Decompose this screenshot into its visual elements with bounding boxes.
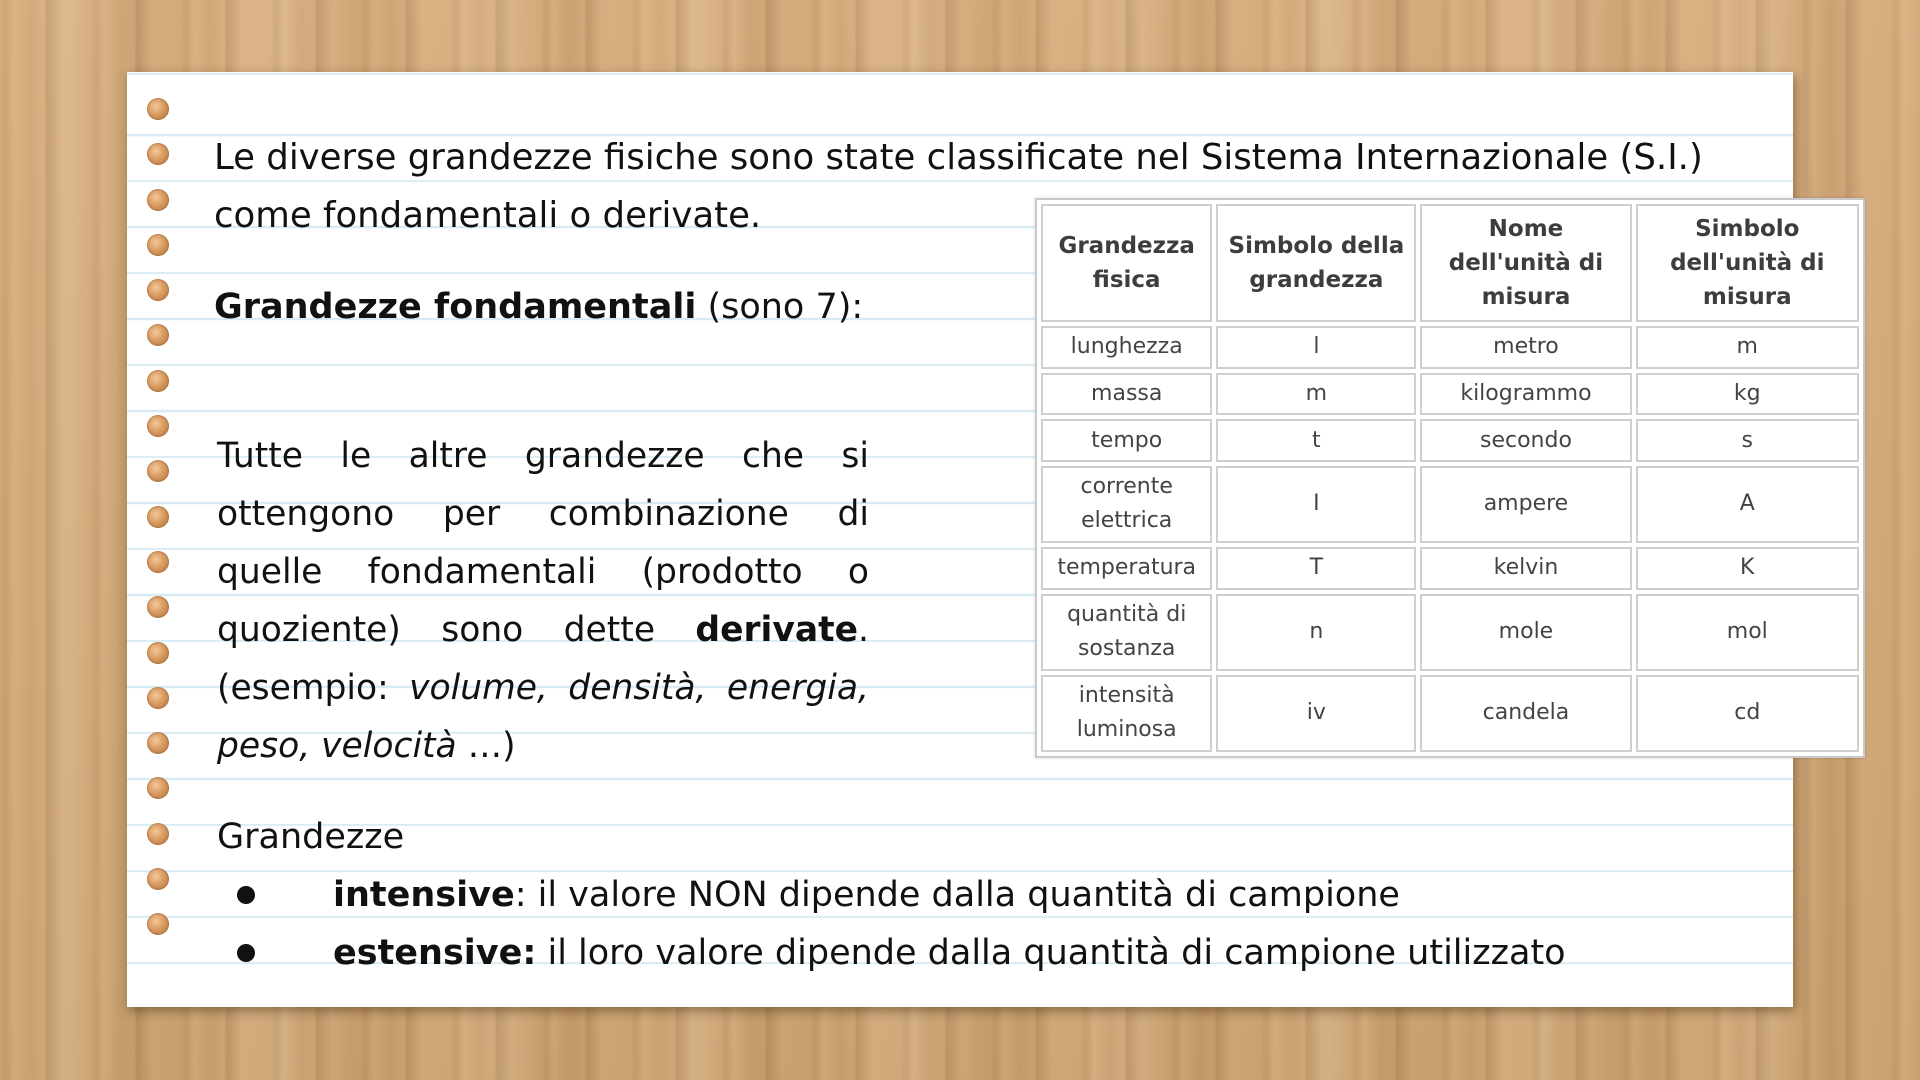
grandezze-title: Grandezze xyxy=(217,817,405,857)
table-cell: kelvin xyxy=(1420,547,1631,590)
table-cell: l xyxy=(1216,326,1416,369)
table-cell: m xyxy=(1216,373,1416,416)
table-cell: m xyxy=(1636,326,1859,369)
binder-hole xyxy=(147,596,169,618)
table-cell: mole xyxy=(1420,594,1631,671)
binder-hole xyxy=(147,324,169,346)
binder-hole xyxy=(147,370,169,392)
table-cell: intensità luminosa xyxy=(1041,675,1212,752)
derived-text: Tutte le altre grandezze che si ottengono per combinazione di quelle fondamentali (prodotto o quoziente) sono dette xyxy=(217,436,869,650)
table-cell: lunghezza xyxy=(1041,326,1212,369)
binder-hole xyxy=(147,642,169,664)
derived-paragraph xyxy=(217,427,869,775)
list-item-bold: intensive xyxy=(333,875,515,915)
table-row xyxy=(1041,594,1859,671)
header-grandezza: Grandezza fisica xyxy=(1041,204,1212,322)
list-item-intensive xyxy=(237,866,1566,924)
binder-hole xyxy=(147,913,169,935)
notebook-page xyxy=(127,72,1825,1007)
table-cell: t xyxy=(1216,419,1416,462)
table-cell: ampere xyxy=(1420,466,1631,543)
table-cell: iv xyxy=(1216,675,1416,752)
table-row xyxy=(1041,373,1859,416)
table-row xyxy=(1041,466,1859,543)
example-suffix: …) xyxy=(467,726,516,766)
binder-hole xyxy=(147,98,169,120)
binder-hole xyxy=(147,460,169,482)
table-cell: cd xyxy=(1636,675,1859,752)
table-cell: candela xyxy=(1420,675,1631,752)
table-cell: T xyxy=(1216,547,1416,590)
binder-hole xyxy=(147,732,169,754)
table-cell: A xyxy=(1636,466,1859,543)
table-cell: K xyxy=(1636,547,1859,590)
intro-line-2: come fondamentali o derivate. xyxy=(214,195,762,236)
list-item-text: : il valore NON dipende dalla quantità di campione xyxy=(514,875,1400,915)
table-cell: metro xyxy=(1420,326,1631,369)
table-cell: s xyxy=(1636,419,1859,462)
grandezze-list xyxy=(237,866,1566,982)
table-cell: kilogrammo xyxy=(1420,373,1631,416)
binder-hole xyxy=(147,868,169,890)
bullet-dot-icon xyxy=(237,944,255,962)
binder-hole xyxy=(147,143,169,165)
example-prefix: (esempio: xyxy=(217,668,410,708)
binder-hole xyxy=(147,687,169,709)
list-item-extensive xyxy=(237,924,1566,982)
table-header-row xyxy=(1041,204,1859,322)
table-cell: massa xyxy=(1041,373,1212,416)
fundamentals-bold: Grandezze fondamentali xyxy=(214,287,697,327)
fundamentals-count: (sono 7): xyxy=(696,287,864,327)
derived-bold: derivate xyxy=(695,610,859,650)
bullet-dot-icon xyxy=(237,886,255,904)
binder-hole xyxy=(147,823,169,845)
derived-period: . xyxy=(858,610,869,650)
table-cell: tempo xyxy=(1041,419,1212,462)
fundamentals-heading xyxy=(214,278,863,336)
list-item-text: il loro valore dipende dalla quantità di campione utilizzato xyxy=(536,933,1566,973)
table-cell: n xyxy=(1216,594,1416,671)
header-simbolo-unita: Simbolo dell'unità di misura xyxy=(1636,204,1859,322)
table-cell: temperatura xyxy=(1041,547,1212,590)
table-cell: I xyxy=(1216,466,1416,543)
binder-hole xyxy=(147,506,169,528)
table-cell: kg xyxy=(1636,373,1859,416)
binder-hole xyxy=(147,551,169,573)
intro-line-1: Le diverse grandezze fisiche sono state classificate nel Sistema Internazionale (S.I.) xyxy=(214,137,1703,178)
binder-hole xyxy=(147,415,169,437)
table-row xyxy=(1041,547,1859,590)
binder-hole xyxy=(147,189,169,211)
header-simbolo-grandezza: Simbolo della grandezza xyxy=(1216,204,1416,322)
table-row xyxy=(1041,675,1859,752)
table-cell: mol xyxy=(1636,594,1859,671)
table-row xyxy=(1041,326,1859,369)
binder-hole xyxy=(147,777,169,799)
binder-hole xyxy=(147,234,169,256)
list-item-bold: estensive: xyxy=(333,933,537,973)
example-list: volume, densità, energia, peso, velocità xyxy=(217,668,869,766)
binder-hole xyxy=(147,279,169,301)
table-cell: corrente elettrica xyxy=(1041,466,1212,543)
table-cell: secondo xyxy=(1420,419,1631,462)
si-units-table xyxy=(1035,198,1865,758)
table-cell: quantità di sostanza xyxy=(1041,594,1212,671)
header-nome-unita: Nome dell'unità di misura xyxy=(1420,204,1631,322)
binder-holes xyxy=(147,98,173,959)
table-row xyxy=(1041,419,1859,462)
